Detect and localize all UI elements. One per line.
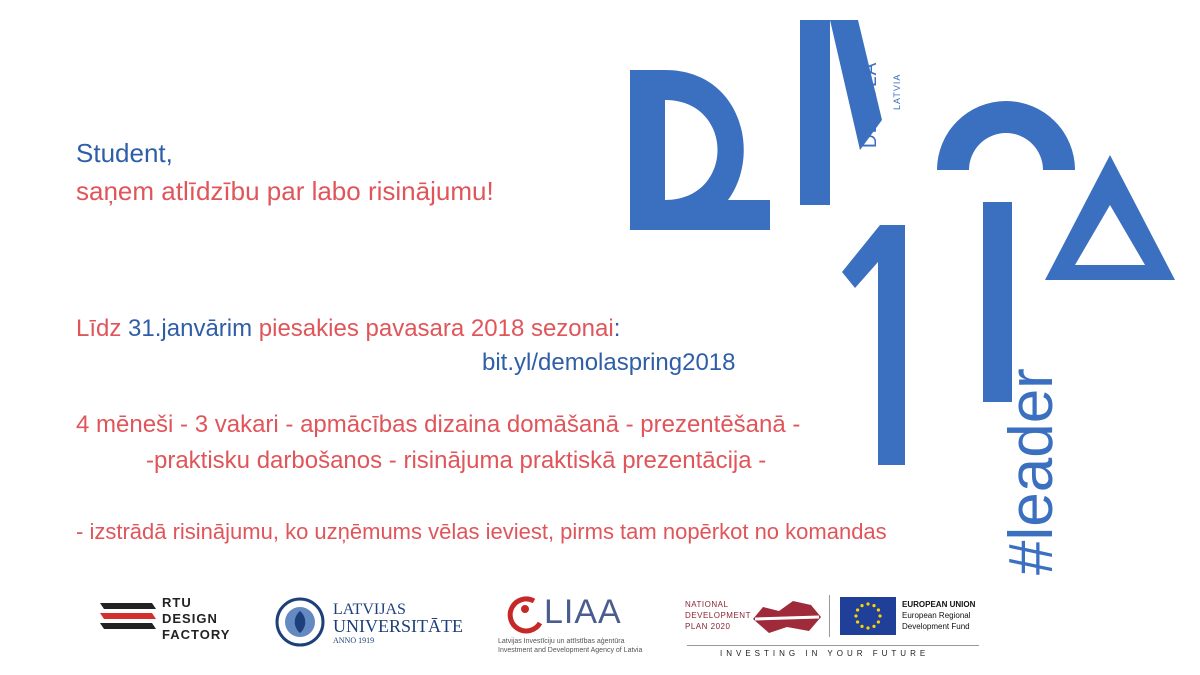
eu-fund-1: European Regional [902,611,971,620]
liaa-swoosh-icon [504,595,544,635]
slogan-rule [687,645,979,646]
eu-title: EUROPEAN UNION [902,600,976,609]
lu-logo [275,595,465,659]
letter-o-shape [937,101,1075,170]
lu-year: ANNO 1919 [333,636,375,645]
ndp-word-3: PLAN 2020 [685,622,731,631]
demola-country: LATVIA [892,73,902,110]
liaa-sub-1: Latvijas Investīciju un attīstības aģentūra [498,638,625,645]
rtu-word-2: DESIGN [162,611,218,626]
outcome-text: - izstrādā risinājumu, ko uzņēmums vēlas ieviest, pirms tam nopērkot no komandas [76,519,887,544]
leader-hashtag: #leader [997,368,1066,575]
ndp-word-2: DEVELOPMENT [685,611,751,620]
digit-one-shape [842,225,905,465]
eu-slogan: INVESTING IN YOUR FUTURE [720,649,930,658]
deadline-date: 31.janvārim [128,315,253,342]
headline-student: Student, [76,138,173,168]
letter-l-shape [660,200,770,230]
rtu-stripes-icon [100,603,156,637]
liaa-logo [498,591,668,661]
deadline-prefix: Līdz [76,315,122,342]
lu-seal-icon [275,597,325,647]
deadline-line [76,314,620,344]
rtu-word-1: RTU [162,595,192,610]
partner-logos [0,585,1200,675]
ndp-logo [685,597,825,647]
demola-name: DEMOLA [860,61,881,148]
liaa-sub-2: Investment and Development Agency of Latvia [498,647,643,654]
headline-reward: saņem atlīdzību par labo risinājumu! [76,176,494,206]
eu-fund-2: Development Fund [902,622,970,631]
lu-name-2: UNIVERSITĀTE [333,616,463,636]
letter-a-shape [1045,155,1175,280]
deadline-suffix: piesakies pavasara 2018 sezonai [258,315,614,342]
lu-name-1: LATVIJAS [333,601,406,618]
program-line-1: 4 mēneši - 3 vakari - apmācības dizaina domāšanā - prezentēšanā - [76,411,801,438]
registration-link[interactable]: bit.yl/demolaspring2018 [482,349,736,376]
eu-logo [840,597,990,637]
rtu-design-factory-logo [100,595,250,659]
ndp-word-1: NATIONAL [685,600,729,609]
eu-flag-icon [840,597,896,635]
demola-wordmark [860,62,882,148]
liaa-name: LIAA [544,593,622,631]
demola-brand-graphic [620,0,1200,585]
program-line-2: -praktisku darbošanos - risinājuma praktiskā prezentācija - [146,447,767,474]
deadline-colon: : [613,315,621,342]
rtu-word-3: FACTORY [162,627,231,642]
logo-divider [829,595,830,637]
latvia-map-icon [749,597,823,637]
